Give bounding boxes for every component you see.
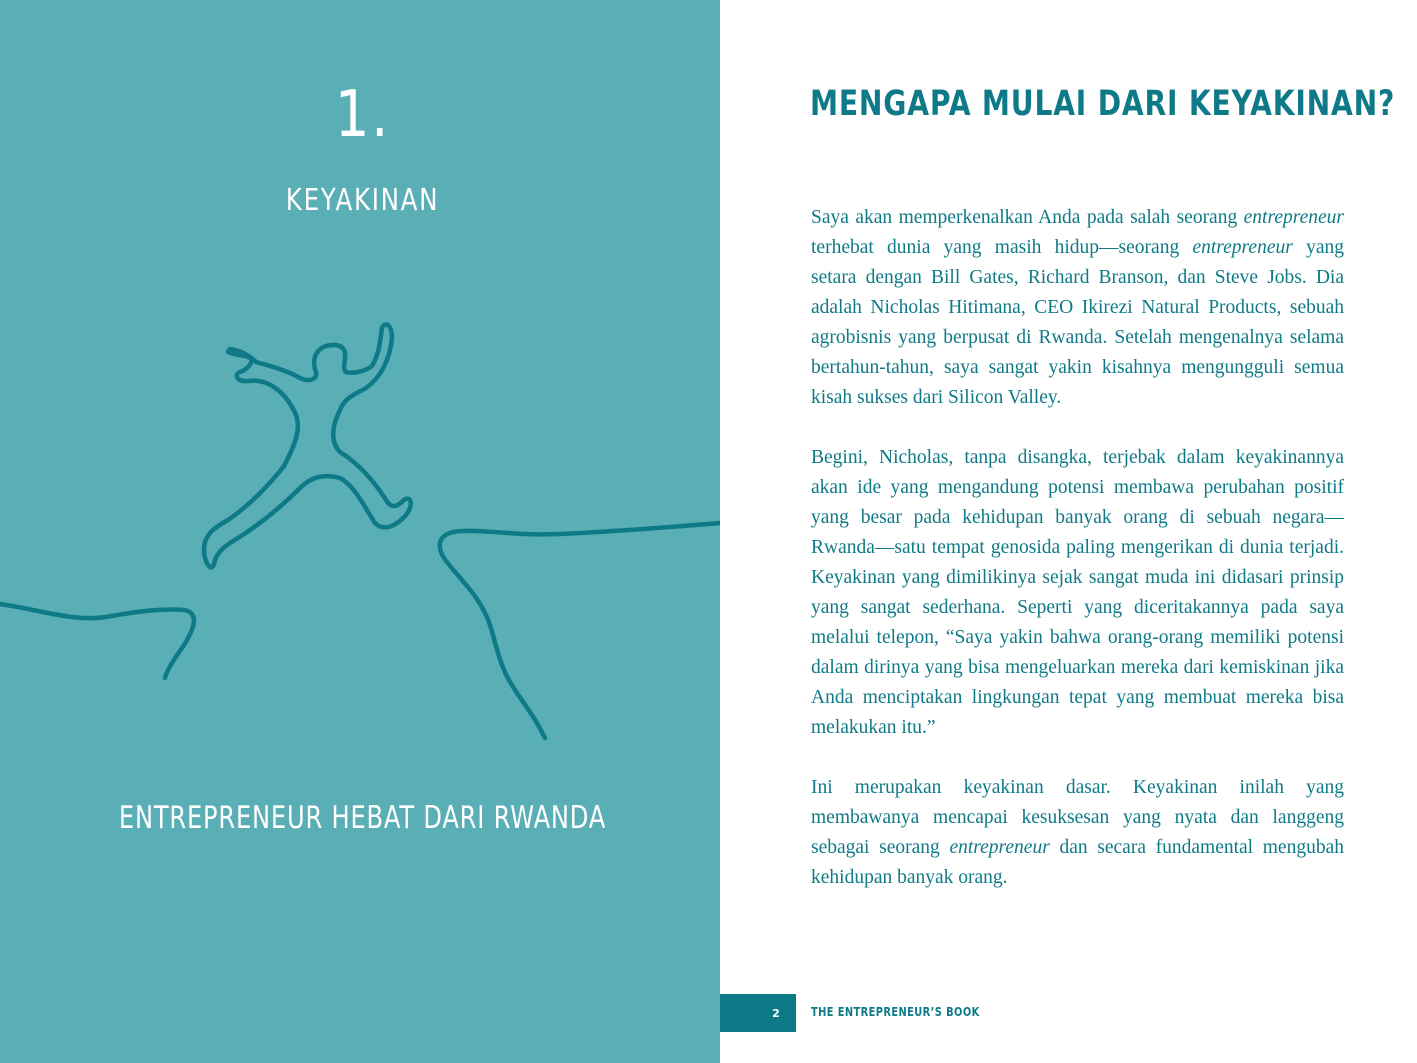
chapter-number: 1.: [334, 78, 391, 152]
chapter-title: KEYAKINAN: [285, 183, 440, 218]
text-run: yang setara dengan Bill Gates, Richard Branson, dan Steve Jobs. Dia adalah Nicholas Hitimana, CEO Ikirezi Natural Products, sebuah agrobisnis yang berpusat di Rwanda. Setelah mengenalnya selama bertahun-tahun, saya sangat yakin kisahnya mengungguli semua kisah sukses dari Silicon Valley.: [811, 237, 1344, 408]
italic-term: entrepreneur: [949, 837, 1050, 858]
text-run: terhebat dunia yang masih hidup—seorang: [811, 237, 1193, 258]
text-run: Ini merupakan keyakinan dasar. Keyakinan inilah yang membawanya mencapai kesuksesan yang nyata dan langgeng sebagai seorang: [811, 777, 1344, 858]
chapter-subtitle: ENTREPRENEUR HEBAT DARI RWANDA: [118, 800, 607, 836]
body-text: [811, 203, 1344, 923]
italic-term: entrepreneur: [1192, 237, 1293, 258]
text-run: Begini, Nicholas, tanpa disangka, terjebak dalam keyakinannya akan ide yang mengandung potensi membawa perubahan positif yang besar pada kehidupan banyak orang di sebuah negara—Rwanda—satu tempat genosida paling mengerikan di dunia terjadi. Keyakinan yang dimilikinya sejak sangat muda ini didasari prinsip yang sangat sederhana. Seperti yang diceritakannya pada saya melalui telepon, “Saya yakin bahwa orang-orang memiliki potensi dalam dirinya yang bisa mengeluarkan mereka dari kemiskinan jika Anda menciptakan lingkungan tepat yang membuat mereka bisa melakukan itu.”: [811, 447, 1344, 738]
paragraph-3: [811, 773, 1344, 893]
text-run: Saya akan memperkenalkan Anda pada salah seorang: [811, 207, 1244, 228]
section-heading: MENGAPA MULAI DARI KEYAKINAN?: [810, 84, 1396, 124]
page-number: 2: [772, 1006, 780, 1020]
jumping-person-over-cliff-icon: [0, 300, 720, 760]
paragraph-2: [811, 443, 1344, 743]
paragraph-1: [811, 203, 1344, 413]
italic-term: entrepreneur: [1243, 207, 1344, 228]
running-title: THE ENTREPRENEUR’S BOOK: [811, 1005, 980, 1019]
page-number-tab: [720, 994, 796, 1032]
text-run: dan secara fundamental mengubah kehidupan banyak orang.: [811, 837, 1344, 888]
